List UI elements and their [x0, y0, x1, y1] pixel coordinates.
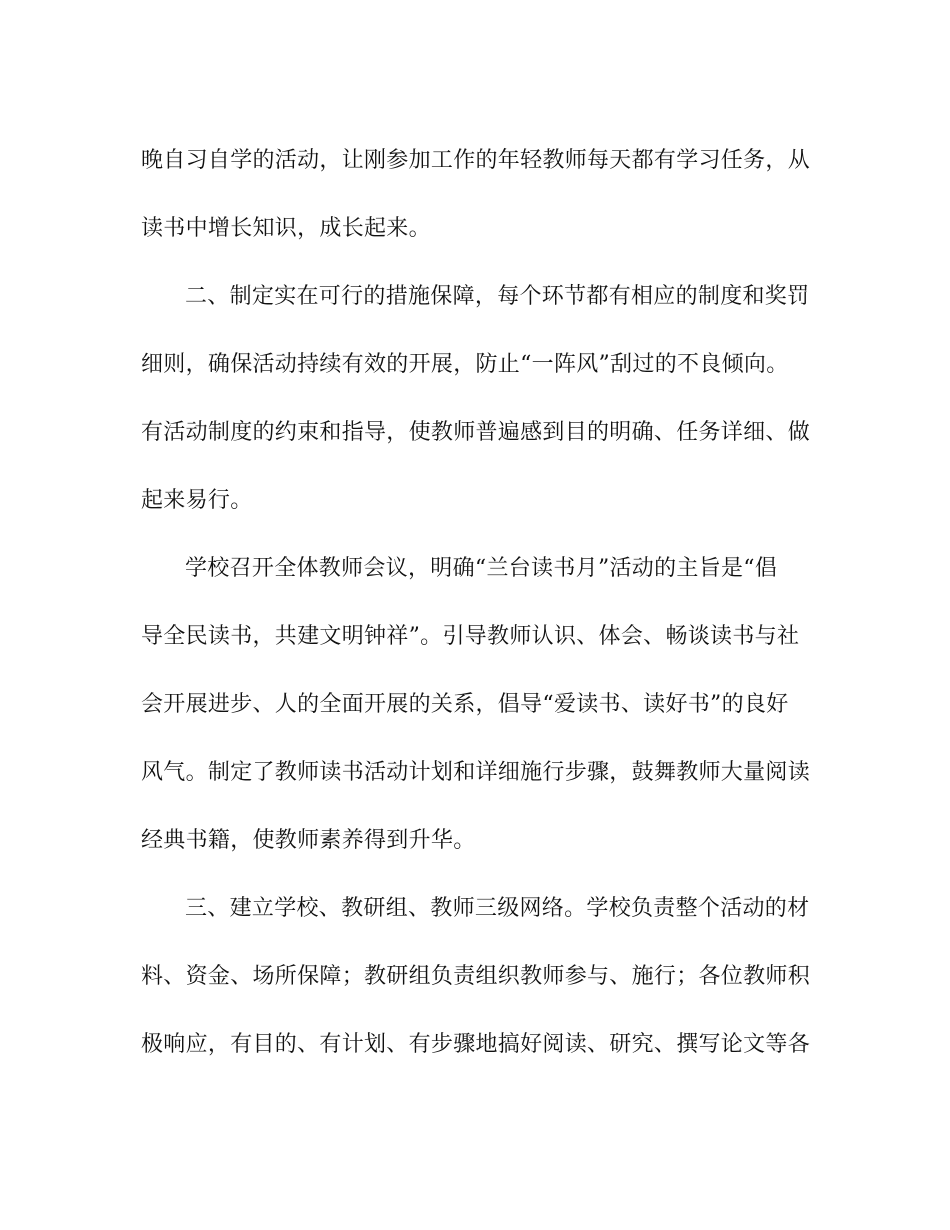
text-line: 有活动制度的约束和指导，使教师普遍感到目的明确、任务详细、做	[141, 420, 811, 445]
text-line: 读书中增长知识，成长起来。	[141, 216, 431, 241]
text-line: 会开展进步、人的全面开展的关系，倡导“爱读书、读好书”的良好	[141, 692, 789, 717]
text-line: 料、资金、场所保障；教研组负责组织教师参与、施行；各位教师积	[141, 964, 811, 989]
text-line: 经典书籍，使教师素养得到升华。	[141, 828, 476, 853]
text-line: 细则，确保活动持续有效的开展，防止“一阵风”刮过的不良倾向。	[141, 352, 789, 377]
text-line: 起来易行。	[141, 488, 253, 513]
paragraph-start-line: 二、制定实在可行的措施保障，每个环节都有相应的制度和奖罚	[185, 284, 810, 309]
text-line: 导全民读书，共建文明钟祥”。引导教师认识、体会、畅谈读书与社	[141, 624, 800, 649]
text-line: 晚自习自学的活动，让刚参加工作的年轻教师每天都有学习任务，从	[141, 148, 811, 173]
paragraph-start-line: 三、建立学校、教研组、教师三级网络。学校负责整个活动的材	[185, 896, 810, 921]
text-line: 极响应，有目的、有计划、有步骤地搞好阅读、研究、撰写论文等各	[141, 1032, 811, 1057]
paragraph-start-line: 学校召开全体教师会议，明确“兰台读书月”活动的主旨是“倡	[185, 556, 778, 581]
text-line: 风气。制定了教师读书活动计划和详细施行步骤，鼓舞教师大量阅读	[141, 760, 811, 785]
